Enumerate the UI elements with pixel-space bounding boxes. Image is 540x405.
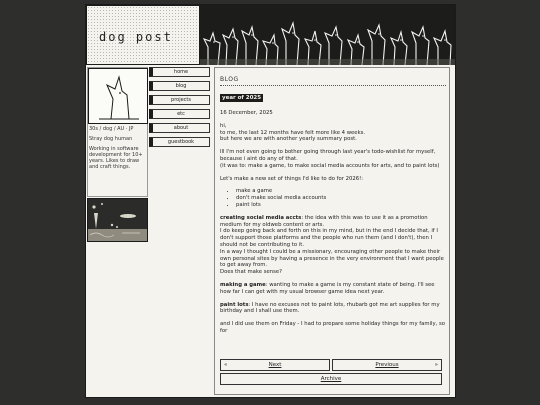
profile-bio: Working in software development for 10+ years. Likes to draw and craft things. bbox=[89, 146, 143, 170]
nav-item-etc[interactable]: etc bbox=[149, 109, 210, 119]
previous-label: Previous bbox=[375, 362, 399, 368]
post-body bbox=[220, 110, 446, 341]
post-para-1b: (it was to: make a game, to make social media accounts for arts, and to paint lots) bbox=[220, 162, 440, 169]
next-button[interactable] bbox=[220, 359, 330, 371]
header-banner bbox=[86, 5, 455, 65]
post-intro bbox=[220, 123, 446, 143]
post-paragraph bbox=[220, 149, 446, 169]
post-section-game bbox=[220, 282, 446, 296]
main-nav bbox=[149, 67, 210, 151]
post-intro-1: to me, the last 12 months have felt more like 4 weeks. bbox=[220, 129, 366, 136]
nav-item-blog[interactable]: blog bbox=[149, 81, 210, 91]
post-section-friday: and I did use them on Friday - I had to prepare some holiday things for my family, so for bbox=[220, 321, 445, 334]
profile-tagline: Stray dog human bbox=[89, 136, 133, 142]
nav-item-about[interactable]: about bbox=[149, 123, 210, 133]
post-date: 16 December, 2025 bbox=[220, 110, 273, 116]
blog-main bbox=[214, 67, 450, 395]
nav-item-home[interactable]: home bbox=[149, 67, 210, 77]
post-intro-2: but here we are with another yearly summary post. bbox=[220, 136, 357, 143]
archive-button[interactable]: Archive bbox=[220, 373, 442, 385]
list-item: • make a game bbox=[236, 188, 446, 195]
dog-avatar-icon bbox=[88, 68, 148, 124]
section-text: I do keep going back and forth on this in my mind, but in the end I decide that, if I don't support those platforms and the people who run them (and I don't), then I should not be contributing to it. bbox=[220, 228, 438, 248]
site-logo[interactable] bbox=[87, 6, 199, 64]
beach-scene-image bbox=[87, 198, 148, 242]
prev-arrow-icon: « bbox=[224, 362, 228, 368]
section-heading: creating social media accts bbox=[220, 214, 302, 221]
site-title: dog post bbox=[99, 30, 173, 44]
goal-list bbox=[220, 188, 446, 208]
profile-meta: 30s / dog / AU · JP bbox=[89, 126, 134, 132]
section-text: : the idea with this was to use it as a promotion medium for my oldweb content or arts. bbox=[220, 214, 428, 228]
section-heading: making a game bbox=[220, 281, 266, 288]
section-divider bbox=[220, 85, 446, 86]
previous-button[interactable] bbox=[332, 359, 442, 371]
list-item: • don't make social media accounts bbox=[236, 195, 446, 202]
post-title: year of 2025 bbox=[222, 95, 262, 101]
section-text: : wanting to make a game is my constant state of being. I'll see how far I can get with my usual browser game idea next year. bbox=[220, 281, 435, 295]
section-text: In a way I thought I could be a missionary, encouraging other people to make their own personal sites by having a presence in the very environment that I want people to get away from. bbox=[220, 248, 444, 269]
page bbox=[85, 4, 456, 398]
section-text: Does that make sense? bbox=[220, 269, 282, 276]
section-text: : I have no excuses not to paint lots, rhubarb got me art supplies for my birthday and I shall use them. bbox=[220, 301, 440, 315]
post-section-paint bbox=[220, 302, 446, 316]
dog-silhouettes-icon bbox=[200, 5, 455, 65]
post-section-social bbox=[220, 215, 446, 276]
list-item: • paint lots bbox=[236, 202, 446, 209]
next-arrow-icon: » bbox=[434, 362, 438, 368]
post-para-1a: Ill I'm not even going to bother going through last year's todo-wishlist for myself, because i aint do any of that. bbox=[220, 149, 436, 162]
nav-item-projects[interactable]: projects bbox=[149, 95, 210, 105]
post-para-2: Let's make a new set of things I'd like to do for 2026!: bbox=[220, 175, 363, 182]
content-fade bbox=[215, 338, 449, 356]
post-greeting: hi, bbox=[220, 122, 227, 129]
next-label: Next bbox=[268, 362, 282, 368]
section-heading: paint lots bbox=[220, 301, 249, 308]
section-label: BLOG bbox=[220, 76, 239, 83]
nav-item-guestbook[interactable]: guestbook bbox=[149, 137, 210, 147]
